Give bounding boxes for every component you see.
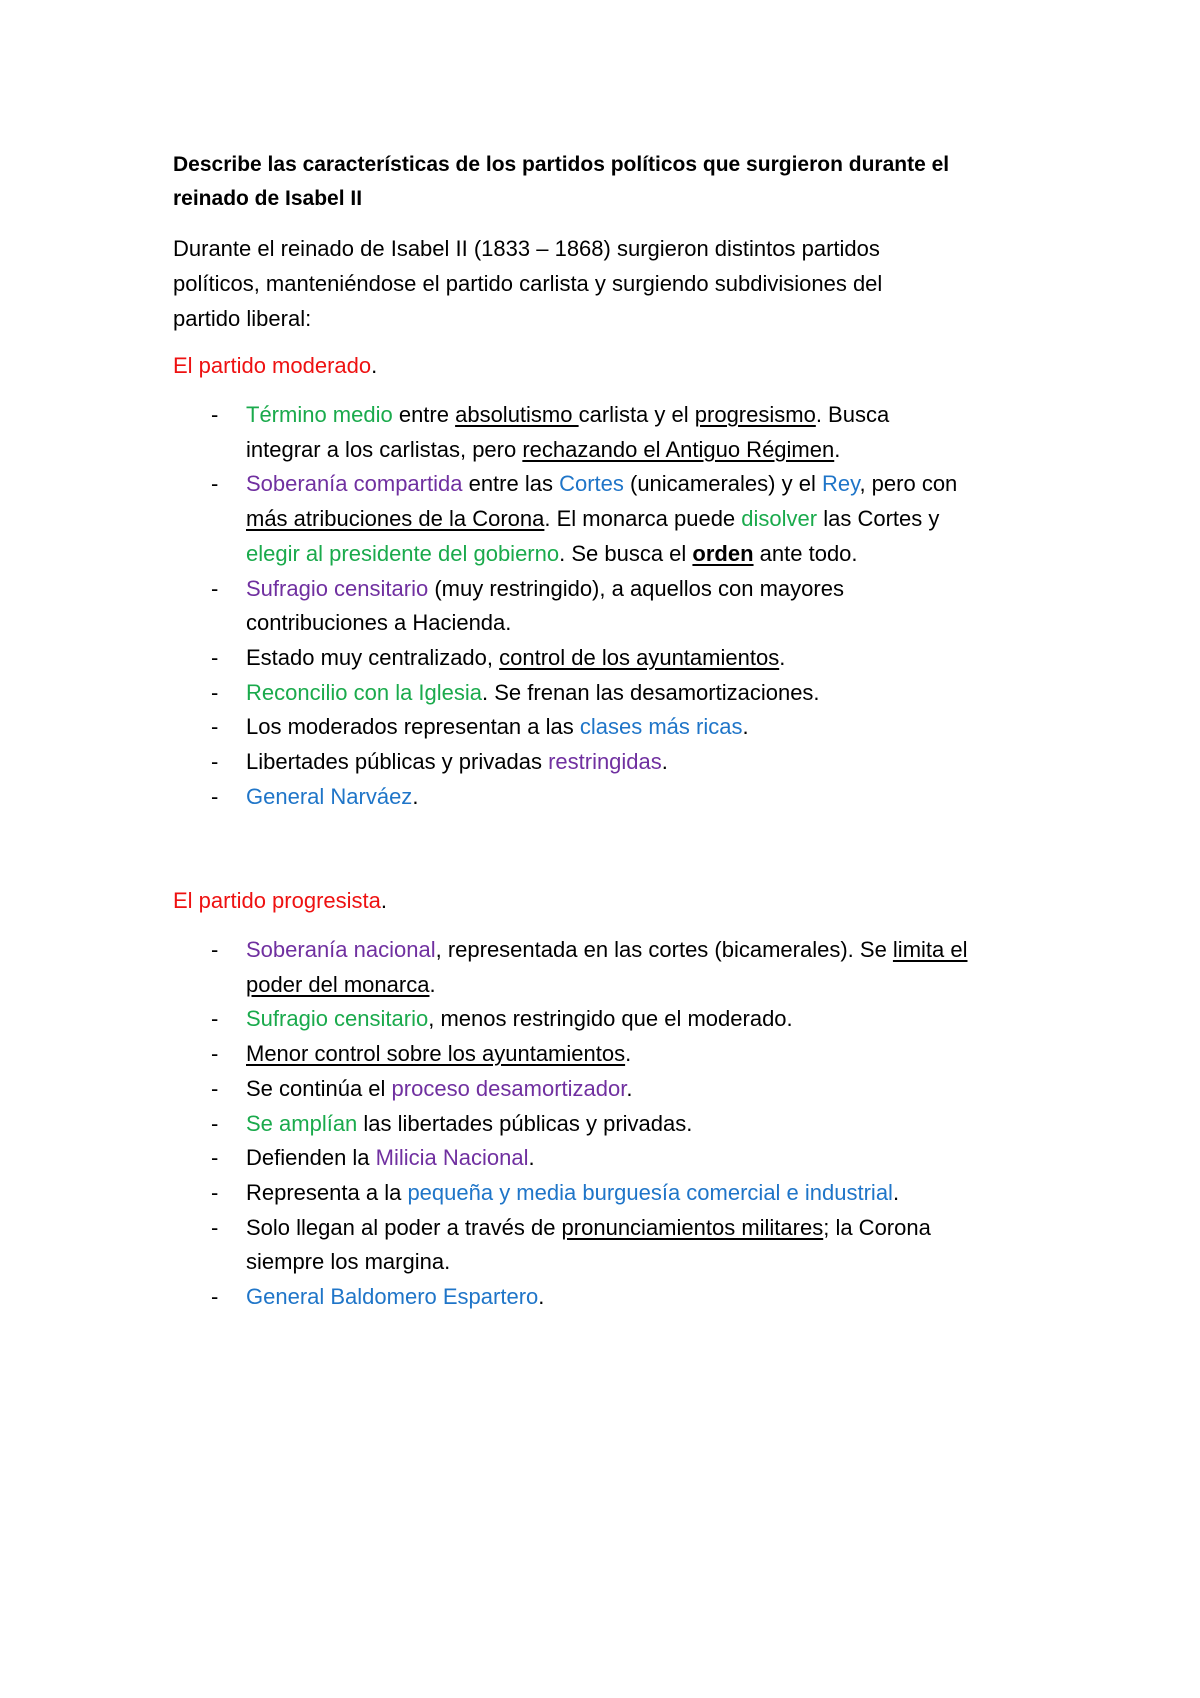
moderado-list xyxy=(173,398,1053,814)
text-span: elegir al presidente del gobierno xyxy=(246,540,560,566)
list-item xyxy=(173,398,1053,467)
dash-bullet: - xyxy=(211,1110,219,1136)
text-span: control de los ayuntamientos xyxy=(499,644,780,670)
text-span: limita el xyxy=(892,937,968,962)
intro-line-1: Durante el reinado de Isabel II (1833 – 1868) surgieron distintos partidos xyxy=(173,236,880,261)
dash-bullet: - xyxy=(211,644,219,670)
list-item xyxy=(173,676,1053,711)
section-title-period: . xyxy=(371,353,378,378)
text-span: las Cortes y xyxy=(817,506,940,532)
list-item xyxy=(173,1280,1053,1315)
text-span: Estado muy centralizado, xyxy=(246,644,500,670)
text-span: contribuciones a Hacienda. xyxy=(246,610,512,636)
text-span: . xyxy=(661,749,668,775)
dash-bullet: - xyxy=(211,783,219,809)
text-span: ; la Corona xyxy=(823,1214,931,1240)
list-item xyxy=(173,1037,1053,1072)
text-span: , pero con xyxy=(859,471,958,497)
text-span: absolutismo xyxy=(455,402,579,427)
text-span: integrar a los carlistas, pero xyxy=(246,436,523,462)
list-item xyxy=(173,641,1053,676)
text-span: restringidas xyxy=(548,749,662,775)
list-item xyxy=(173,1176,1053,1211)
text-span: Sufragio censitario xyxy=(246,1006,429,1032)
list-item xyxy=(173,745,1053,780)
text-span: . xyxy=(742,714,749,740)
dash-bullet: - xyxy=(211,1006,219,1032)
text-span: disolver xyxy=(741,506,818,532)
text-span: Defienden la xyxy=(246,1145,376,1171)
text-span: . xyxy=(626,1075,633,1101)
question-line-2: reinado de Isabel II xyxy=(173,187,363,210)
list-item xyxy=(173,467,1053,571)
dash-bullet: - xyxy=(211,937,219,962)
text-span: Milicia Nacional xyxy=(375,1145,529,1171)
list-item xyxy=(173,780,1053,815)
list-item xyxy=(173,1002,1053,1037)
text-span: . xyxy=(429,971,436,997)
text-span: , menos restringido que el moderado. xyxy=(428,1006,793,1032)
dash-bullet: - xyxy=(211,471,219,497)
text-span: . Se frenan las desamortizaciones. xyxy=(482,679,820,705)
dash-bullet: - xyxy=(211,714,219,740)
text-span: progresismo xyxy=(694,402,816,427)
list-item xyxy=(173,710,1053,745)
dash-bullet: - xyxy=(211,1075,219,1101)
text-span: . xyxy=(538,1284,545,1310)
text-span: pequeña y media burguesía comercial e industrial xyxy=(407,1179,893,1205)
question-line-1: Describe las características de los partidos políticos que surgieron durante el xyxy=(173,153,950,176)
text-span: . xyxy=(528,1145,535,1171)
question-heading xyxy=(173,148,1073,216)
text-span: General Narváez xyxy=(246,783,413,809)
dash-bullet: - xyxy=(211,1179,219,1205)
text-span: las libertades públicas y privadas. xyxy=(357,1110,693,1136)
text-span: orden xyxy=(692,540,754,566)
list-item xyxy=(173,933,1053,1002)
text-span: entre xyxy=(392,402,456,427)
text-span: pronunciamientos militares xyxy=(561,1214,824,1240)
text-span: . xyxy=(892,1179,900,1205)
text-span: (muy restringido), a aquellos con mayores xyxy=(428,575,844,601)
dash-bullet: - xyxy=(211,1214,219,1240)
text-span: Menor control sobre los ayuntamientos xyxy=(246,1041,626,1067)
text-span: Soberanía nacional xyxy=(246,937,436,962)
intro-line-2: políticos, manteniéndose el partido carlista y surgiendo subdivisiones del xyxy=(173,271,883,296)
section-title-text: El partido progresista xyxy=(173,888,381,913)
text-span: . Se busca el xyxy=(559,540,693,566)
text-span: Representa a la xyxy=(246,1179,408,1205)
dash-bullet: - xyxy=(211,1284,219,1310)
text-span: (unicamerales) y el xyxy=(623,471,822,497)
text-span: . xyxy=(834,436,841,462)
text-span: , representada en las cortes (bicamerales). Se xyxy=(435,937,893,962)
text-span: . xyxy=(625,1041,632,1067)
text-span: Término medio xyxy=(246,402,393,427)
text-span: Se continúa el xyxy=(246,1075,392,1101)
text-span: Sufragio censitario xyxy=(246,575,429,601)
text-span: . xyxy=(412,783,419,809)
text-span: rechazando el Antiguo Régimen xyxy=(522,436,835,462)
text-span: Reconcilio con la Iglesia xyxy=(246,679,483,705)
intro-paragraph xyxy=(173,231,1013,336)
text-span: proceso desamortizador xyxy=(391,1075,627,1101)
dash-bullet: - xyxy=(211,679,219,705)
text-span: . El monarca puede xyxy=(544,506,742,532)
text-span: . xyxy=(779,644,786,670)
section-title-period: . xyxy=(380,888,388,913)
text-span: Soberanía compartida xyxy=(246,471,463,497)
section-title-progresista xyxy=(173,884,387,918)
text-span: Rey xyxy=(821,471,860,497)
section-title-moderado xyxy=(173,349,377,383)
dash-bullet: - xyxy=(211,1041,219,1067)
text-span: . Busca xyxy=(815,402,890,427)
list-item xyxy=(173,1072,1053,1107)
intro-line-3: partido liberal: xyxy=(173,306,312,331)
text-span: poder del monarca xyxy=(246,971,430,997)
dash-bullet: - xyxy=(211,1145,219,1171)
section-title-text: El partido moderado xyxy=(173,353,372,378)
list-item xyxy=(173,1141,1053,1176)
dash-bullet: - xyxy=(211,749,219,775)
text-span: Cortes xyxy=(559,471,624,497)
text-span: siempre los margina. xyxy=(246,1249,451,1275)
text-span: clases más ricas xyxy=(579,714,743,740)
list-item xyxy=(173,572,1053,641)
text-span: ante todo. xyxy=(753,540,858,566)
text-span: Los moderados representan a las xyxy=(246,714,580,740)
text-span: carlista y el xyxy=(578,402,695,427)
list-item xyxy=(173,1107,1053,1142)
progresista-list xyxy=(173,933,1053,1315)
text-span: más atribuciones de la Corona xyxy=(246,506,545,532)
text-span: entre las xyxy=(462,471,560,497)
dash-bullet: - xyxy=(211,575,219,601)
text-span: Se amplían xyxy=(246,1110,358,1136)
text-span: Libertades públicas y privadas xyxy=(246,749,549,775)
text-span: General Baldomero Espartero xyxy=(246,1284,539,1310)
list-item xyxy=(173,1211,1053,1280)
text-span: Solo llegan al poder a través de xyxy=(246,1214,562,1240)
dash-bullet: - xyxy=(211,402,219,427)
